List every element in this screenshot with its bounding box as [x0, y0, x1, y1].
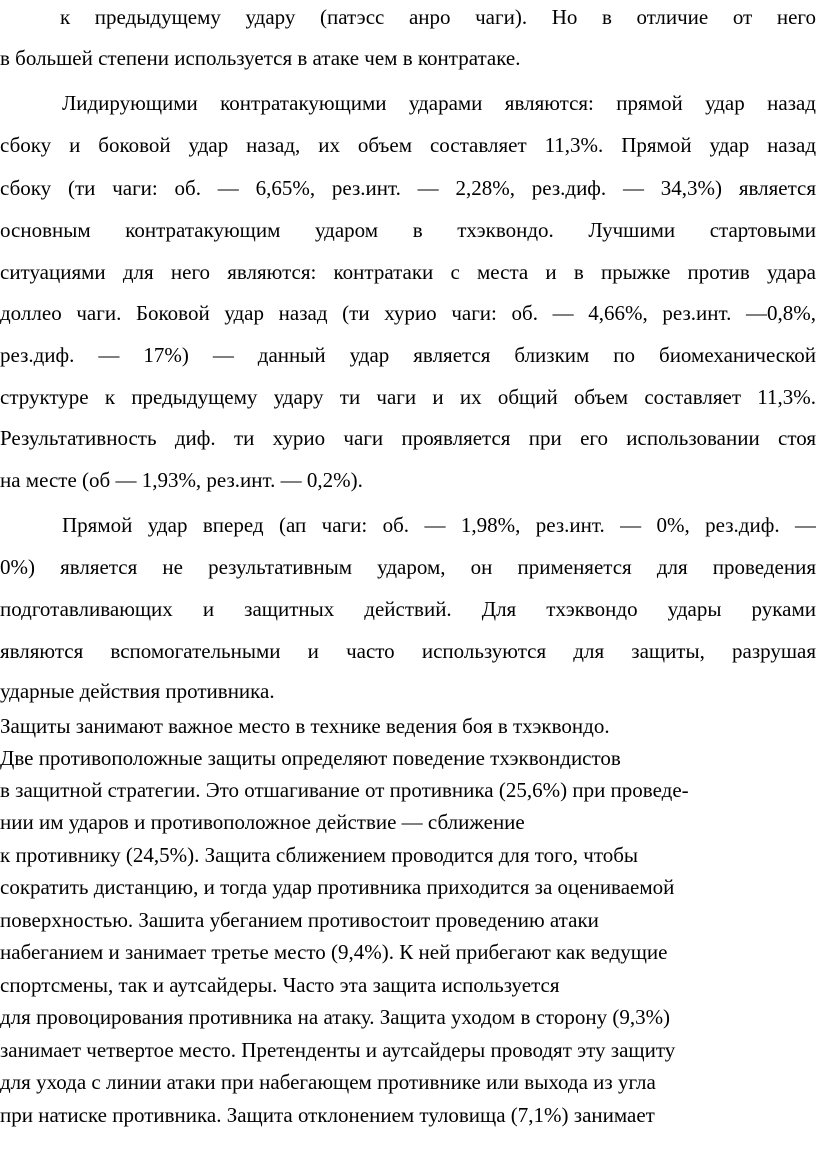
text-line: 0%) является не результативным ударом, он применяется для проведения: [0, 555, 816, 579]
text-line: для ухода с линии атаки при набегающем противнике или выхода из угла: [0, 1070, 656, 1094]
text-line: Прямой удар вперед (ап чаги: об. — 1,98%, рез.инт. — 0%, рез.диф. —: [62, 513, 816, 537]
text-line: являются вспомогательными и часто используются для защиты, разрушая: [0, 639, 816, 663]
text-line: сократить дистанцию, и тогда удар противника приходится за оцениваемой: [0, 875, 675, 899]
text-line: рез.диф. — 17%) — данный удар является близким по биомеханической: [0, 343, 816, 367]
text-line: занимает четвертое место. Претенденты и аутсайдеры проводят эту защиту: [0, 1038, 676, 1062]
text-line: поверхностью. Зашита убеганием противостоит проведению атаки: [0, 908, 599, 932]
text-line: на месте (об — 1,93%, рез.инт. — 0,2%).: [0, 468, 363, 492]
text-line: к противнику (24,5%). Защита сближением проводится для того, чтобы: [0, 843, 639, 867]
text-line: основным контратакующим ударом в тхэквондо. Лучшими стартовыми: [0, 218, 816, 242]
text-line: ударные действия противника.: [0, 679, 275, 703]
text-line: ситуациями для него являются: контратаки с места и в прыжке против удара: [0, 260, 816, 284]
text-line: для провоцирования противника на атаку. Защита уходом в сторону (9,3%): [0, 1005, 671, 1029]
text-line: при натиске противника. Защита отклонением туловища (7,1%) занимает: [0, 1103, 655, 1127]
text-line: к предыдущему удару (патэсс анро чаги). Но в отличие от него: [60, 5, 816, 29]
text-line: сбоку (ти чаги: об. — 6,65%, рез.инт. — 2,28%, рез.диф. — 34,3%) является: [0, 176, 816, 200]
text-line: набеганием и занимает третье место (9,4%). К ней прибегают как ведущие: [0, 940, 668, 964]
text-line: сбоку и боковой удар назад, их объем составляет 11,3%. Прямой удар назад: [0, 133, 816, 157]
text-line: нии им ударов и противоположное действие — сближение: [0, 810, 525, 834]
text-line: Лидирующими контратакующими ударами являются: прямой удар назад: [62, 91, 816, 115]
text-line: Результативность диф. ти хурио чаги проявляется при его использовании стоя: [0, 426, 816, 450]
text-line: структуре к предыдущему удару ти чаги и их общий объем составляет 11,3%.: [0, 385, 816, 409]
text-line: спортсмены, так и аутсайдеры. Часто эта защита используется: [0, 973, 560, 997]
text-line: Две противоположные защиты определяют поведение тхэквондистов: [0, 746, 621, 770]
text-line: в большей степени используется в атаке чем в контратаке.: [0, 46, 521, 70]
text-line: Защиты занимают важное место в технике ведения боя в тхэквондо.: [0, 714, 610, 738]
text-line: в защитной стратегии. Это отшагивание от противника (25,6%) при проведе-: [0, 778, 689, 802]
text-line: доллео чаги. Боковой удар назад (ти хурио чаги: об. — 4,66%, рез.инт. —0,8%,: [0, 301, 816, 325]
text-line: подготавливающих и защитных действий. Для тхэквондо удары руками: [0, 597, 816, 621]
